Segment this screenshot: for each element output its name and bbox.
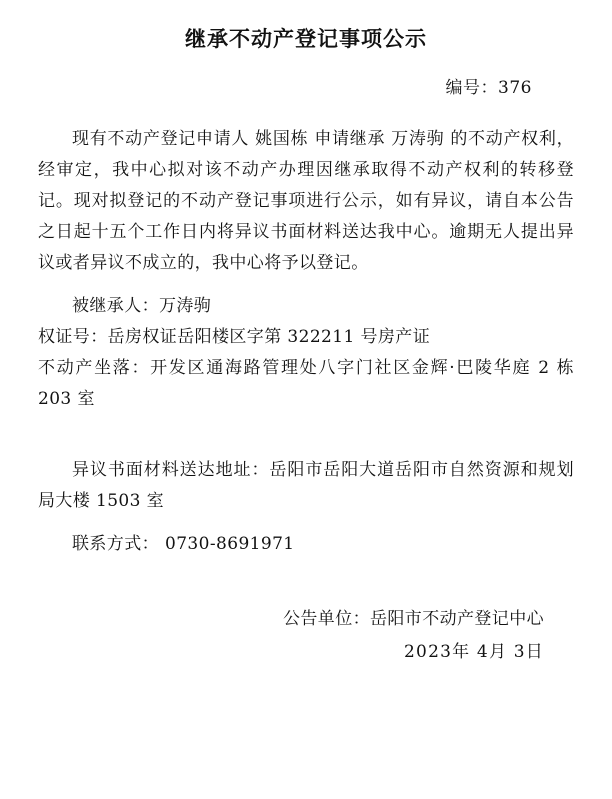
decedent-name: 万涛驹 xyxy=(159,295,212,316)
contact-label: 联系方式： xyxy=(72,533,159,554)
certificate-line xyxy=(38,322,574,353)
main-paragraph-part3: 的不动产权利，经审定，我中心拟对该不动产办理因继承取得不动产权利的转移登记。现对拟登记的不动产登记事项进行公示，如有异议，请自本公告之日起十五个工作日内将异议书面材料送达我中心。逾期无人提出异议或者异议不成立的，我中心将予以登记。 xyxy=(38,129,575,273)
decedent-line xyxy=(38,291,574,322)
issuer-line xyxy=(38,603,574,635)
contact-line xyxy=(38,529,574,560)
main-paragraph xyxy=(38,124,574,279)
date-year: 2023 xyxy=(404,641,453,662)
date-day-unit: 日 xyxy=(525,641,544,662)
document-footer xyxy=(38,603,574,668)
date-month-unit: 月 xyxy=(488,641,508,662)
date-line xyxy=(38,636,574,668)
certificate-value: 岳房权证岳阳楼区字第 322211 号房产证 xyxy=(107,326,431,347)
spacer-2 xyxy=(38,415,574,455)
certificate-label: 权证号： xyxy=(38,326,108,347)
issuer-label: 公告单位： xyxy=(283,609,370,630)
document-number-label: 编号： xyxy=(445,78,499,99)
location-value: 开发区通海路管理处八字门社区金辉·巴陵华庭 2 栋 203 室 xyxy=(38,357,574,409)
objection-address-value: 岳阳市岳阳大道岳阳市自然资源和规划局大楼 1503 室 xyxy=(38,459,574,511)
contact-value: 0730-8691971 xyxy=(165,533,295,554)
objection-address-label: 异议书面材料送达地址： xyxy=(72,459,270,480)
spacer-1 xyxy=(38,279,574,291)
date-year-unit: 年 xyxy=(452,641,471,662)
document-number xyxy=(38,73,574,98)
applicant-name: 姚国栋 xyxy=(255,129,309,150)
document-page xyxy=(0,26,612,799)
date-day: 3 xyxy=(513,641,526,662)
issuer-value: 岳阳市不动产登记中心 xyxy=(370,609,544,630)
decedent-name-inline: 万涛驹 xyxy=(391,129,445,150)
date-month: 4 xyxy=(476,641,489,662)
document-number-value: 376 xyxy=(498,78,532,99)
location-label: 不动产坐落： xyxy=(38,357,151,378)
decedent-label: 被继承人： xyxy=(72,295,159,316)
main-paragraph-part2: 申请继承 xyxy=(314,129,386,150)
main-body xyxy=(38,124,574,559)
location-line xyxy=(38,353,574,415)
objection-address-line xyxy=(38,455,574,517)
spacer-3 xyxy=(38,517,574,529)
page-title: 继承不动产登记事项公示 xyxy=(185,26,427,51)
main-paragraph-part1: 现有不动产登记申请人 xyxy=(72,129,250,150)
